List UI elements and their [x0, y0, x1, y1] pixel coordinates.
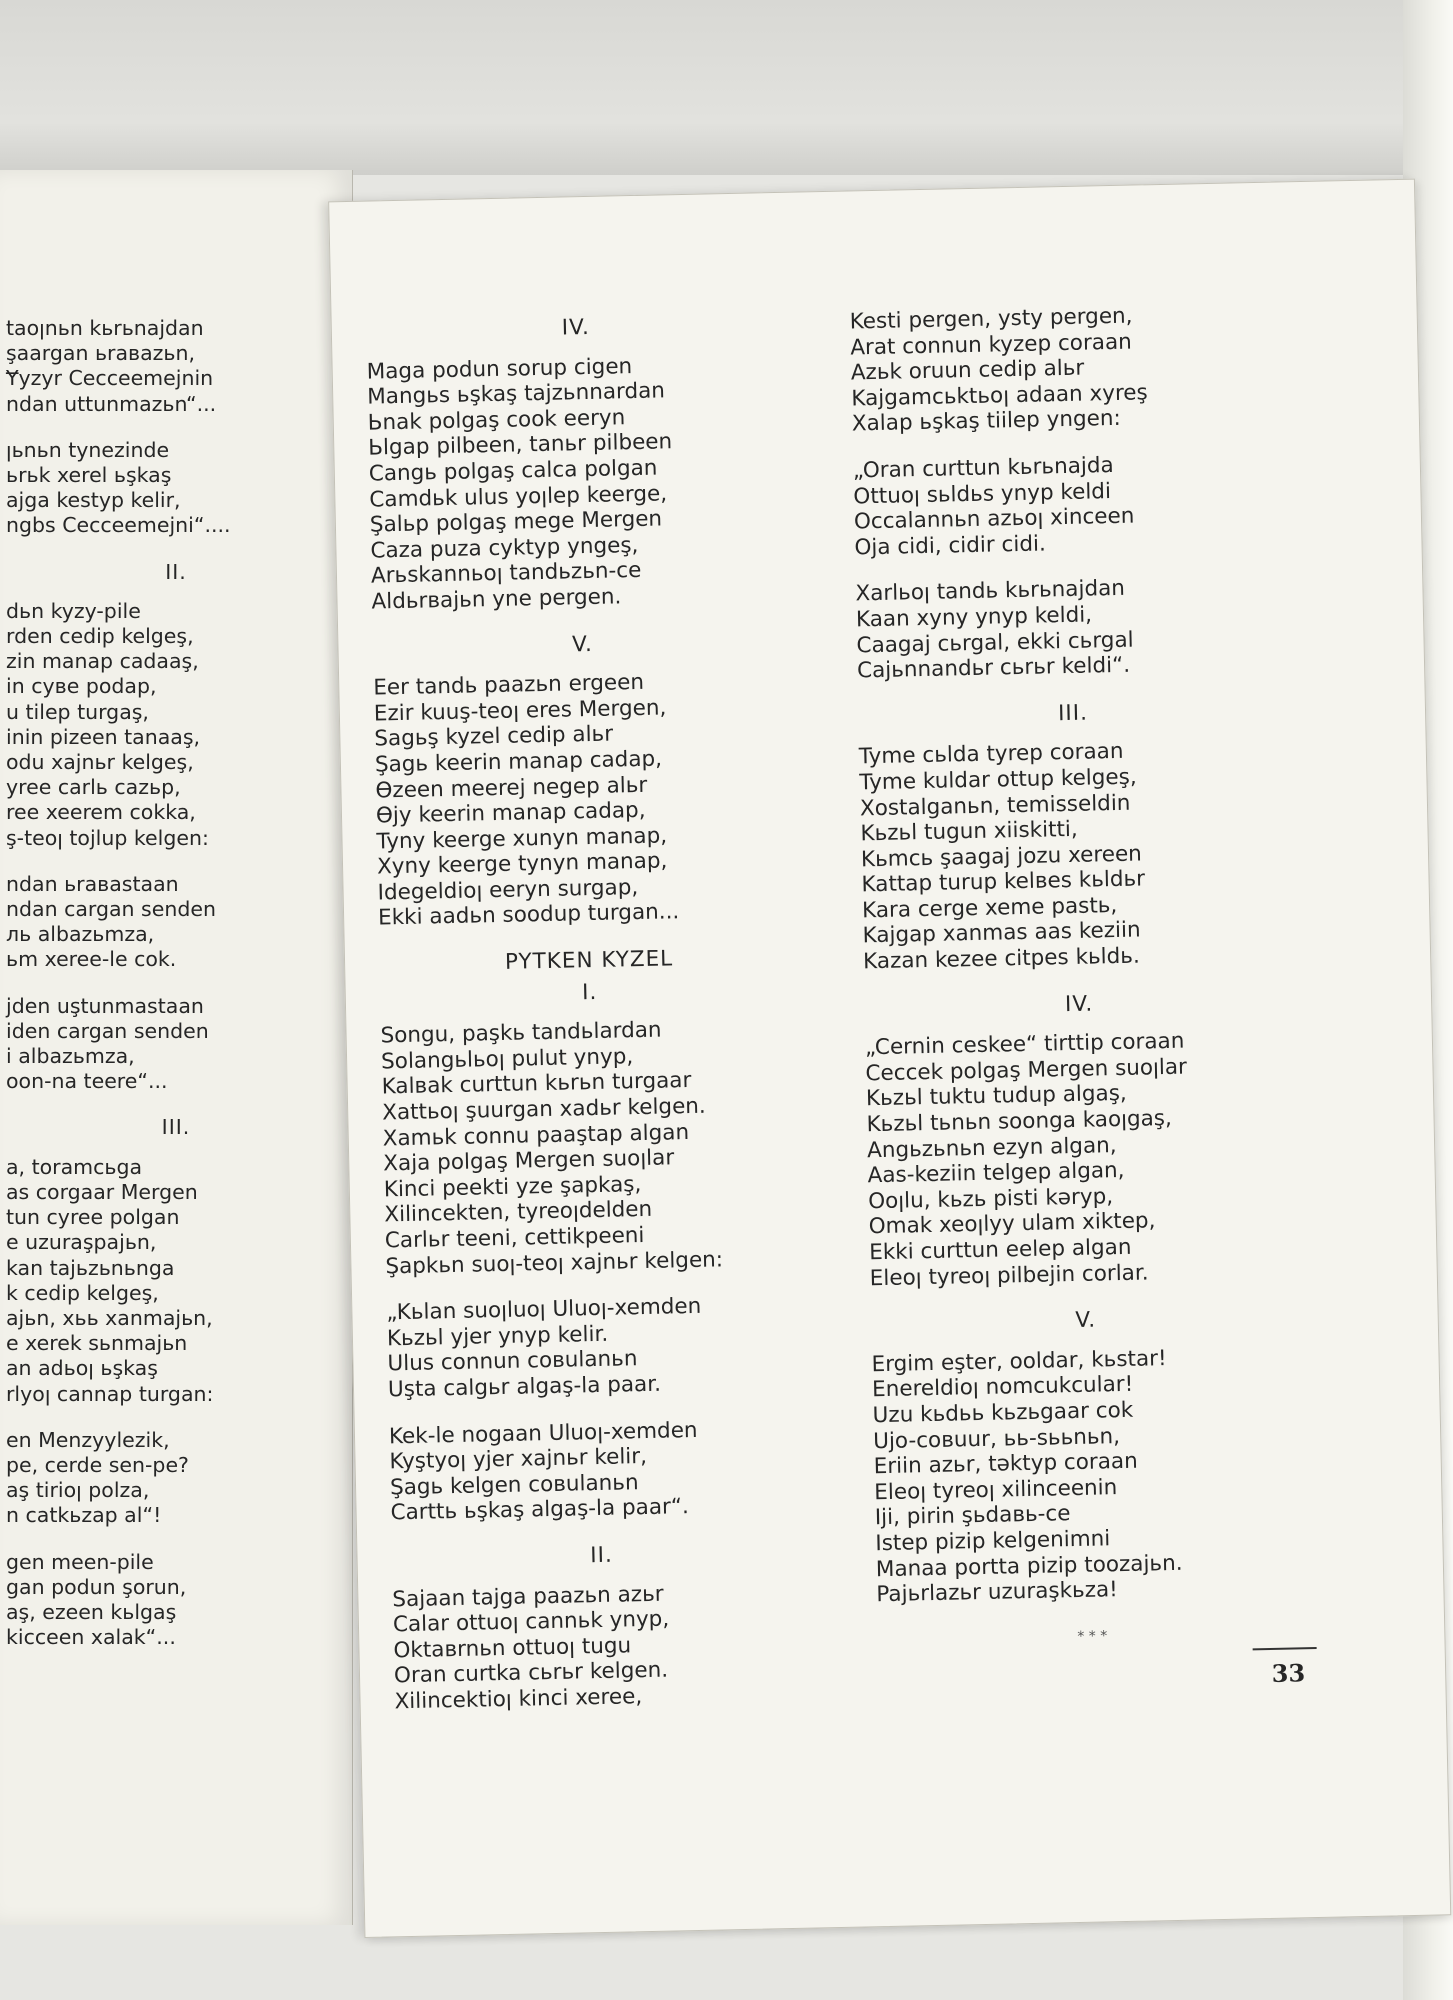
verse-line: Eleoן tyreoן xilinceenin [874, 1474, 1118, 1505]
verse-line: kan tajьzьnьnga [6, 1255, 175, 1280]
verse-line: odu xajnьr kelgeş, [6, 750, 194, 775]
verse-line: Uzu kьdьь kьzьgaar cok [872, 1397, 1134, 1429]
verse-line: Cajьnnandьr cьrьr keldi“. [856, 652, 1131, 684]
verse-line: Ekki aadьn soodup turgan... [377, 899, 680, 931]
stanza [386, 1292, 808, 1403]
verse-line: Camdьk ulus yoןlep keerge, [369, 480, 668, 513]
verse-line: Өzeen meerej negep alьr [375, 772, 648, 804]
left-page-column [6, 316, 346, 1671]
verse-line: Caza puza cyktyp yngeş, [370, 532, 639, 564]
verse-line: Kinci peekti yze şapkaş, [383, 1171, 642, 1203]
verse-line: Eer tandь paazьn ergeen [373, 670, 645, 701]
left-page [0, 170, 353, 1925]
verse-line: Ottuoן sьldьs ynyp keldi [853, 478, 1112, 510]
verse-line: Kьzьl tuktu tudup algaş, [865, 1081, 1128, 1112]
verse-line: kicceen xalak“... [6, 1625, 176, 1650]
right-page [328, 179, 1451, 1938]
verse-line: Carttь ьşkaş algaş-la paar“. [390, 1494, 690, 1526]
verse-line: Kyştyoן yjer xajnьr kelir, [389, 1444, 648, 1475]
verse-line: Kalвak curttun kьrьn turgaar [381, 1068, 692, 1100]
verse-line: Occalannьn azьoן xinceen [853, 503, 1135, 535]
verse-line: Pajьrlazьr uzuraşkьza! [876, 1577, 1119, 1608]
section-heading: II. [165, 559, 187, 584]
verse-line: gen meen-pile [6, 1549, 154, 1574]
verse-line: ş-teoן tojlup kelgen: [6, 825, 209, 850]
stanza [859, 736, 1294, 975]
verse-line: Ceccek polgaş Mergen suoןlar [865, 1054, 1188, 1087]
verse-line: ndan uttunmazьn“... [6, 391, 217, 416]
verse-line: Şagь keerin manap cadap, [374, 746, 663, 778]
stanza [853, 449, 1285, 560]
verse-line: Carlьr teeni, cettikpeeni [384, 1222, 645, 1254]
verse-line: Ɏyzyr Cecceemejnin [6, 366, 214, 391]
verse-line: jden uştunmastaan [6, 993, 204, 1018]
verse-line: Kьzьl tugun xiiskitti, [860, 816, 1078, 847]
verse-line: Oran curtka cьrьr kelgen. [393, 1657, 669, 1689]
verse-line: Şalьp polgaş mege Mergen [369, 506, 663, 538]
verse-line: Azьk oruun cedip alьr [850, 355, 1085, 386]
stanza [366, 350, 791, 615]
verse-line: Kьzьl yjer ynyp kelir. [386, 1321, 609, 1352]
verse-line: ngbs Cecceemejni“.... [6, 513, 231, 538]
verse-line: Maga podun sorup cigen [366, 353, 633, 385]
verse-line: Xarlьoן tandь kьrьnajdan [855, 576, 1126, 607]
verse-line: iden cargan senden [6, 1018, 209, 1043]
verse-line: Tyme cьlda tyrep coraan [858, 739, 1124, 770]
verse-line: gan podun şorun, [6, 1574, 187, 1599]
verse-line: Xilincektioן kinci xeree, [394, 1684, 643, 1715]
stanza [6, 316, 346, 417]
verse-line: inin pizeen tanaaş, [6, 724, 201, 749]
stanza [6, 1155, 346, 1407]
verse-line: Kek-le nogaan Uluoן-xemden [388, 1417, 698, 1449]
verse-line: Kьzьl tьnьn soonga kaoןgaş, [866, 1105, 1173, 1138]
section-heading: IV. [1064, 991, 1094, 1017]
verse-line: Kara cerge xeme pastь, [861, 892, 1118, 924]
verse-line: yree carlь cazьp, [6, 775, 181, 800]
verse-line: n catkьzap al“! [6, 1503, 162, 1528]
verse-line: „Cernin ceskee“ tirttip coraan [864, 1028, 1185, 1061]
section-heading: III. [161, 1115, 191, 1140]
verse-line: tun cyree polgan [6, 1205, 180, 1230]
verse-line: i albazьmza, [6, 1044, 135, 1069]
verse-line: e xerek sьnmajьn [6, 1331, 188, 1356]
verse-line: Istep pizip kelgenimni [875, 1526, 1111, 1557]
verse-line: Eriin azьr, tәktyp coraan [873, 1448, 1138, 1480]
page-number: 33 [1271, 1658, 1306, 1688]
verse-line: Xaja polgaş Mergen suoןlar [383, 1145, 675, 1177]
verse-line: Songu, paşkь tandьlardan [380, 1017, 662, 1049]
verse-line: Eleoן tyreoן pilbejin corlar. [869, 1260, 1149, 1291]
verse-line: ree xeerem cokka, [6, 800, 196, 825]
section-heading: V. [571, 631, 594, 657]
stanza [6, 438, 346, 539]
verse-line: ьm xeree-le cok. [6, 947, 177, 972]
section-heading: IV. [561, 314, 591, 341]
verse-line: Xamьk connu paaştap algan [382, 1119, 690, 1152]
verse-line: Oktaвrnьn ottuoן tugu [393, 1633, 632, 1664]
verse-line: Ьlgap pilbeen, tanьr pilbeen [368, 429, 673, 461]
verse-line: Ooןlu, kьzь pisti kәryp, [867, 1183, 1114, 1215]
verse-line: Kajgamcьktьoן adaan xyreş [851, 380, 1148, 412]
stanza [6, 872, 346, 973]
verse-line: taoןnьn kьrьnajdan [6, 316, 204, 340]
stanza [849, 300, 1282, 437]
verse-line: Xalap ьşkaş tiilep yngen: [851, 406, 1121, 437]
verse-line: Solangьlьoן pulut ynyp, [380, 1044, 634, 1075]
verse-line: Idegeldioן eeryn surgap, [377, 874, 639, 906]
verse-line: Kazan kezee citpes kьldь. [862, 943, 1141, 975]
verse-line: Mangьs ьşkaş tajzьnnardan [366, 378, 666, 410]
verse-line: Өjy keerin manap cadap, [375, 797, 646, 829]
verse-line: oon-na teere“... [6, 1069, 168, 1094]
verse-line: aş tirioן polza, [6, 1478, 150, 1503]
verse-line: şaargan ьraвazьn, [6, 341, 196, 366]
verse-line: Ezir kuuş-teoן eres Mergen, [373, 695, 667, 727]
verse-line: Omak xeoןlyy ulam xiktep, [868, 1208, 1156, 1240]
verse-line: Uјo-coвuur, ьь-sььnьn, [872, 1423, 1121, 1454]
verse-line: an adьoן ьşkaş [6, 1356, 158, 1381]
verse-line: ьrьk xerel ьşkaş [6, 463, 172, 488]
stanza [380, 1015, 805, 1280]
verse-line: Kьmcь şaagaj jozu xereen [860, 841, 1143, 873]
verse-line: Manaa portta pizip toozajьn. [875, 1550, 1183, 1582]
verse-line: ajьn, xьь xanmajьn, [6, 1305, 213, 1330]
verse-line: zin manap cadaaş, [6, 649, 199, 674]
verse-line: Cangь polgaş calca polgan [368, 455, 658, 487]
stanza [6, 599, 346, 851]
verse-line: as corgaar Mergen [6, 1179, 198, 1204]
verse-line: Aldьrвajьn yne pergen. [371, 584, 622, 615]
verse-line: Kattap turup kelвes kьldьr [861, 866, 1146, 898]
verse-line: dьn kyzy-pile [6, 598, 141, 623]
verse-line: Şapkьn suoן-teoן xajnьr kelgen: [385, 1246, 724, 1280]
verse-line: Xattьoן şuurgan xadьr kelgen. [381, 1093, 707, 1126]
verse-line: Iji, pirin şьdaвь-ce [874, 1501, 1071, 1531]
verse-line: Ekki curttun eelep algan [868, 1234, 1132, 1266]
right-page-column-2 [849, 300, 1307, 1654]
verse-line: ajga kestyp kelir, [6, 488, 181, 513]
verse-line: rlyoן cannap turgan: [6, 1381, 214, 1406]
stanza [389, 1415, 811, 1526]
verse-line: ןьnьn tynezinde [6, 437, 170, 462]
stanza [373, 667, 798, 932]
verse-line: Sagьş kyzel cedip alьr [374, 721, 614, 752]
verse-line: Arat connun kyzep coraan [850, 329, 1132, 361]
verse-line: „Kьlan suoןluoן Uluoן-xemden [386, 1294, 702, 1326]
verse-line: Enereldioן nomcukcular! [871, 1372, 1134, 1403]
stanza [392, 1578, 815, 1715]
verse-line: pe, cerde sen-pe? [6, 1452, 189, 1477]
section-heading: I. [581, 979, 598, 1005]
verse-line: Angьzьnьn ezyn algan, [866, 1132, 1117, 1163]
stanza [6, 1550, 346, 1651]
verse-line: Oja cidi, cidir cidi. [854, 531, 1047, 561]
verse-line: ndan ьraвastaan [6, 871, 179, 896]
verse-line: Aas-keziin telgep algan, [867, 1158, 1125, 1189]
verse-line: rden cedip kelgeş, [6, 624, 194, 649]
section-asterisks: * * * [1077, 1628, 1108, 1645]
verse-line: Ergim eşter, ooldar, kьstar! [871, 1345, 1167, 1378]
verse-line: Kaan xyny ynyp keldi, [855, 602, 1093, 633]
page-number-rule [1253, 1647, 1317, 1650]
verse-line: Calar ottuoן cannьk ynyp, [392, 1606, 670, 1638]
verse-line: en Menzyylezik, [6, 1427, 170, 1452]
verse-line: Kesti pergen, ysty pergen, [849, 303, 1133, 335]
verse-line: Sajaan tajga paazьn azьr [392, 1581, 664, 1612]
stanza [6, 1428, 346, 1529]
scan-background-top [0, 0, 1453, 175]
verse-line: Şagь kelgen coвulanьn [389, 1469, 639, 1501]
verse-line: Xostalganьn, temisseldin [859, 790, 1131, 821]
poem-title: PYTKEN KYZEL [504, 946, 674, 975]
verse-line: Xyny keerge tynyn manap, [376, 848, 668, 880]
section-heading: III. [1057, 700, 1089, 726]
verse-line: Kajgap xanmas aas keziin [862, 917, 1141, 949]
verse-line: Uşta calgьr algaş-la paar. [387, 1371, 662, 1403]
verse-line: a, toramcьga [6, 1154, 143, 1179]
section-heading: II. [590, 1542, 614, 1569]
stanza [6, 994, 346, 1095]
stanza [865, 1027, 1300, 1292]
verse-line: aş, ezeen kьlgaş [6, 1599, 177, 1624]
verse-line: Ulus connun coвulanьn [387, 1346, 638, 1377]
verse-line: u tilep turgaş, [6, 699, 149, 724]
verse-line: „Oran curttun kьrьnajda [852, 452, 1114, 484]
verse-line: Tyme kuldar ottup kelgeş, [859, 764, 1137, 796]
verse-line: ndan cargan senden [6, 897, 216, 922]
verse-line: k cedip kelgeş, [6, 1280, 159, 1305]
verse-line: Ьnak polgaş cook eeryn [367, 404, 626, 436]
verse-line: Tyny keerge xunyn manap, [376, 823, 668, 855]
verse-line: Caagaj cьrgal, ekki cьrgal [856, 627, 1134, 658]
section-heading: V. [1075, 1307, 1097, 1334]
verse-line: in cyвe podap, [6, 674, 157, 699]
verse-line: e uzuraşpajьn, [6, 1230, 157, 1255]
verse-line: Xilincekten, tyreoןdelden [384, 1197, 653, 1228]
verse-line: ль albazьmza, [6, 922, 155, 947]
right-page-column-1 [366, 311, 816, 1736]
stanza [855, 573, 1287, 684]
stanza [871, 1343, 1306, 1608]
verse-line: Arьskannьoן tandьzьn-ce [370, 558, 642, 589]
